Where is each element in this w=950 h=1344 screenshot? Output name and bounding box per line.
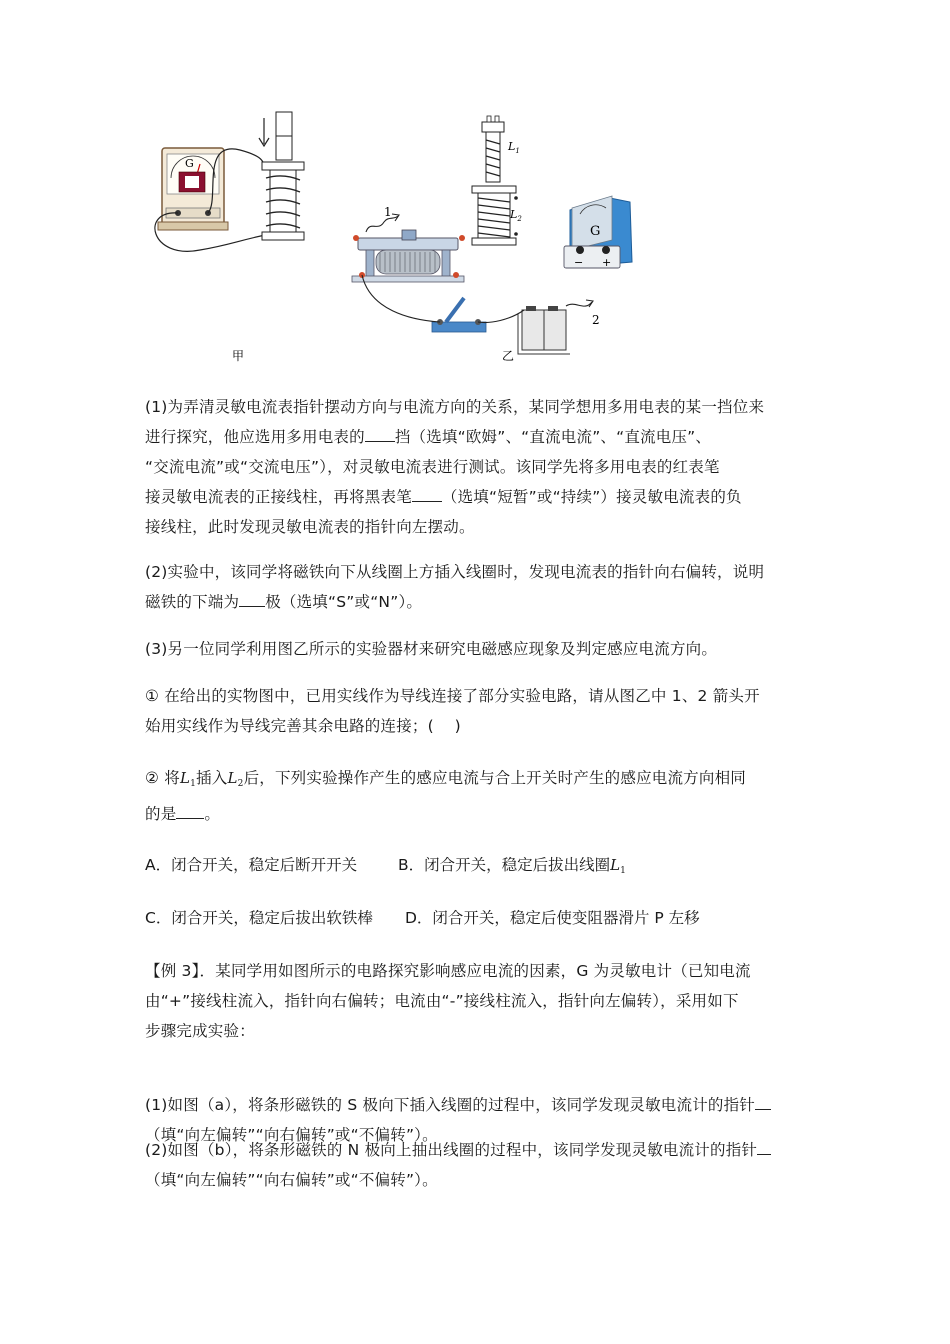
question-3-part-2-line-1: ② 将$L_1$插入$L_2$后，下列实验操作产生的感应电流与合上开关时产生的感应电流方向相同 [145,769,746,789]
answer-blank[interactable] [239,588,265,607]
question-1-line-1: (1)为弄清灵敏电流表指针摆动方向与电流方向的关系，某同学想用多用电表的某一挡位来 [145,398,765,416]
symbol-L1: $L_1$ [179,769,197,789]
example-3-line-2: 由“+”接线柱流入，指针向右偏转；电流由“-”接线柱流入，指针向左偏转），采用如下 [145,992,739,1010]
symbol-L1: $L_1$ [610,856,626,876]
question-3-part-2-line-2: 的是 。 [145,799,810,829]
experiment-figure [140,110,820,370]
galvanometer-minus: − [574,256,584,269]
figure-label-yi: 乙 [502,349,515,363]
question-2-line-2: 磁铁的下端为 极（选填“S”或“N”）。 [145,587,810,617]
knife-switch [432,298,486,332]
answer-blank[interactable] [412,483,442,502]
question-2-line-1: (2)实验中，该同学将磁铁向下从线圈上方插入线圈时，发现电流表的指针向右偏转，说明 [145,563,765,581]
example-3 [145,956,810,1046]
coil-L1 [482,116,504,182]
example-3-question-1-line-1: (1)如图（a），将条形磁铁的 S 极向下插入线圈的过程中，该同学发现灵敏电流计的指针 [145,1090,810,1120]
question-1-line-4: 接灵敏电流表的正接线柱，再将黑表笔 （选填“短暂”或“持续”）接灵敏电流表的负 [145,482,810,512]
galvanometer-plus: + [602,256,612,269]
question-2 [145,557,810,617]
example-3-question-1-line-2: （填“向左偏转”“向右偏转”或“不偏转”）。 [145,1126,438,1144]
option-c[interactable]: C．闭合开关，稳定后拔出软铁棒 [145,909,373,927]
answer-blank[interactable] [365,423,395,442]
coil-L2-label: $L_2$ [510,208,522,223]
coil-jia [262,162,304,240]
example-3-question-2 [145,1135,810,1195]
arrow-label-1: 1 [384,205,392,219]
example-3-question-2-line-1: (2)如图（b），将条形磁铁的 N 极向上抽出线圈的过程中，该同学发现灵敏电流计的指针 [145,1135,810,1165]
question-3-part-1 [145,681,810,741]
question-3-part-1-line-2: 始用实线作为导线完善其余电路的连接；( ) [145,717,461,735]
down-arrow-icon [259,118,269,146]
example-3-line-3: 步骤完成实验： [145,1022,255,1040]
question-1-line-3: “交流电流”或“交流电压”），对灵敏电流表进行测试。该同学先将多用电表的红表笔 [145,458,720,476]
bar-magnet [276,112,292,160]
option-d[interactable]: D．闭合开关，稳定后使变阻器滑片 P 左移 [405,909,700,927]
option-a[interactable]: A．闭合开关，稳定后断开开关 [145,856,358,874]
question-1 [145,392,810,542]
answer-blank[interactable] [176,800,204,819]
question-3: (3)另一位同学利用图乙所示的实验器材来研究电磁感应现象及判定感应电流方向。 [145,640,718,658]
figure-label-jia: 甲 [232,349,245,363]
example-3-question-2-line-2: （填“向左偏转”“向右偏转”或“不偏转”）。 [145,1171,438,1189]
galvanometer-letter-yi: G [590,224,601,239]
question-3-part-2 [145,763,810,829]
circuit-diagram [140,110,820,370]
arrow-label-2: 2 [592,313,600,327]
galvanometer-letter-jia: G [185,157,194,170]
coil-L1-label: $L_1$ [508,140,520,155]
example-3-line-1: 【例 3】．某同学用如图所示的电路探究影响感应电流的因素，G 为灵敏电计（已知电流 [145,962,751,980]
battery-pack [518,306,570,354]
answer-blank[interactable] [755,1091,771,1110]
question-1-line-5: 接线柱，此时发现灵敏电流表的指针向左摆动。 [145,518,475,536]
rheostat [352,230,465,282]
option-b[interactable]: B．闭合开关，稳定后拔出线圈$L_1$ [398,856,626,876]
symbol-L2: $L_2$ [227,769,244,789]
question-3-part-1-line-1: ① 在给出的实物图中，已用实线作为导线连接了部分实验电路，请从图乙中 1、2 箭头开 [145,687,760,705]
question-1-line-2: 进行探究，他应选用多用电表的 挡（选填“欧姆”、“直流电流”、“直流电压”、 [145,422,810,452]
answer-blank[interactable] [757,1136,771,1155]
